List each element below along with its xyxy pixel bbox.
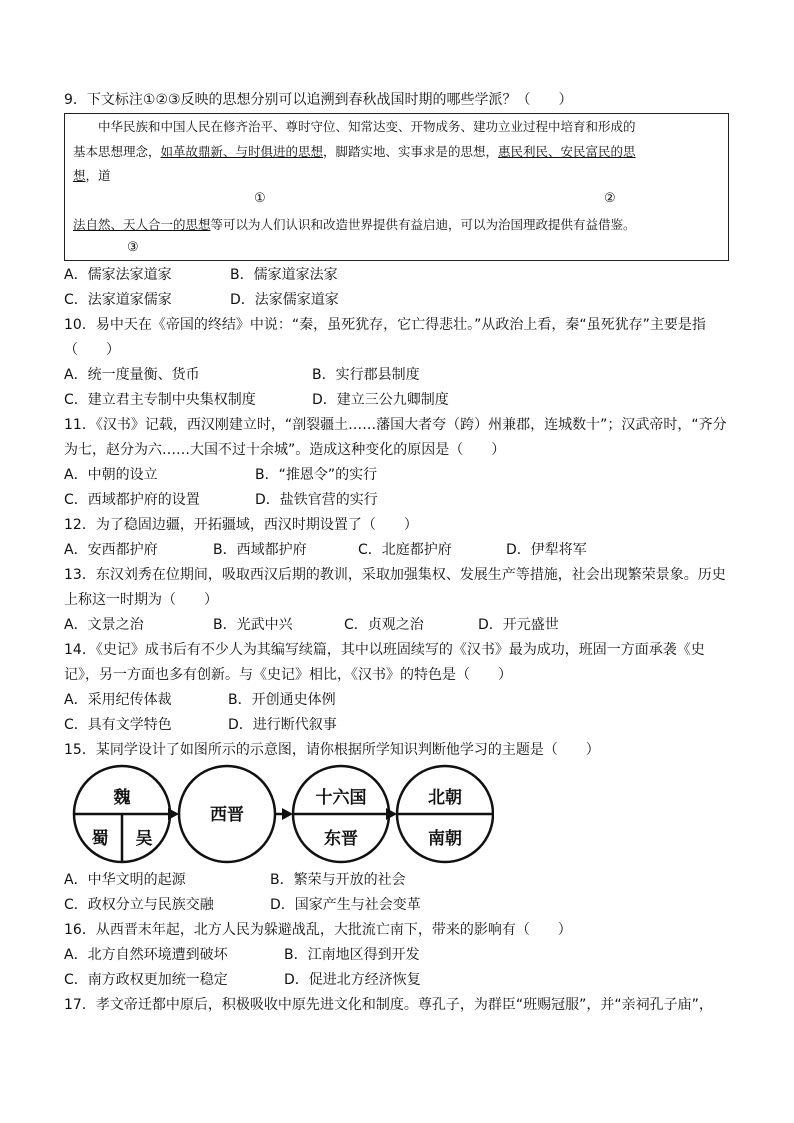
q12-option-b[interactable]: B．西域都护府 bbox=[213, 542, 307, 558]
q9-underlined-3: 法自然、天人合一的思想 bbox=[73, 217, 211, 232]
diagram-label-wu: 吴 bbox=[135, 829, 153, 849]
q15-option-a[interactable]: A．中华文明的起源 bbox=[64, 872, 186, 888]
q12-stem: 12．为了稳固边疆，开拓疆域，西汉时期设置了（ ） bbox=[64, 517, 418, 533]
q15-diagram bbox=[64, 764, 494, 864]
q9-box-line2-mid: ，脚踏实地、实事求是的思想， bbox=[323, 144, 499, 159]
q9-option-a[interactable]: A．儒家法家道家 bbox=[64, 267, 172, 283]
q17-stem: 17．孝文帝迁都中原后，积极吸收中原先进文化和制度。尊孔子，为群臣“班赐冠服”，并“亲祠孔子庙”， bbox=[64, 997, 713, 1013]
q10-stem-line2: （ ） bbox=[64, 342, 120, 358]
q16-option-d[interactable]: D．促进北方经济恢复 bbox=[284, 972, 421, 988]
q14-stem-line1: 14．《史记》成书后有不少人为其编写续篇，其中以班固续写的《汉书》最为成功，班固一方面承袭《史 bbox=[64, 642, 705, 658]
q10-option-a[interactable]: A．统一度量衡、货币 bbox=[64, 367, 200, 383]
q9-option-b[interactable]: B．儒家道家法家 bbox=[230, 267, 338, 283]
q11-option-c[interactable]: C．西域都护府的设置 bbox=[64, 492, 200, 508]
q13-option-b[interactable]: B．光武中兴 bbox=[213, 617, 293, 633]
q9-mark-1: ① bbox=[254, 191, 266, 206]
q15-stem: 15．某同学设计了如图所示的示意图，请你根据所学知识判断他学习的主题是（ ） bbox=[64, 742, 600, 758]
q9-mark-2: ② bbox=[604, 191, 616, 206]
diagram-label-shu: 蜀 bbox=[91, 829, 109, 849]
q11-option-b[interactable]: B．“推恩令”的实行 bbox=[255, 467, 378, 483]
q9-mark-3: ③ bbox=[127, 240, 139, 255]
q10-option-c[interactable]: C．建立君主专制中央集权制度 bbox=[64, 392, 256, 408]
q14-option-c[interactable]: C．具有文学特色 bbox=[64, 717, 172, 733]
q9-option-d[interactable]: D．法家儒家道家 bbox=[230, 292, 339, 308]
q14-stem-line2: 记》，另一方面也多有创新。与《史记》相比，《汉书》的特色是（ ） bbox=[64, 667, 512, 683]
diagram-label-nanchao: 南朝 bbox=[428, 829, 462, 849]
q11-stem-line2: 为七，赵分为六……大国不过十余城”。造成这种变化的原因是（ ） bbox=[64, 442, 506, 458]
diagram-label-wei: 魏 bbox=[113, 788, 131, 808]
q10-option-d[interactable]: D．建立三公九卿制度 bbox=[312, 392, 449, 408]
q9-box-line3 bbox=[73, 167, 111, 185]
q9-option-c[interactable]: C．法家道家儒家 bbox=[64, 292, 172, 308]
q16-stem: 16．从西晋末年起，北方人民为躲避战乱，大批流亡南下，带来的影响有（ ） bbox=[64, 922, 572, 938]
arrow-2 bbox=[282, 808, 293, 820]
q9-stem: 9．下文标注①②③反映的思想分别可以追溯到春秋战国时期的哪些学派？（ ） bbox=[64, 92, 573, 108]
diagram-label-beichao: 北朝 bbox=[428, 788, 462, 808]
q13-option-c[interactable]: C．贞观之治 bbox=[344, 617, 424, 633]
q9-box-line1: 中华民族和中国人民在修齐治平、尊时守位、知常达变、开物成务、建功立业过程中培育和形成的 bbox=[73, 119, 636, 134]
q11-option-d[interactable]: D．盐铁官营的实行 bbox=[255, 492, 378, 508]
q12-option-a[interactable]: A．安西都护府 bbox=[64, 542, 158, 558]
q13-stem-line1: 13．东汉刘秀在位期间，吸取西汉后期的教训，采取加强集权、发展生产等措施，社会出现繁荣景象。历史 bbox=[64, 567, 726, 583]
arrow-1 bbox=[168, 808, 179, 820]
q15-option-d[interactable]: D．国家产生与社会变革 bbox=[270, 897, 421, 913]
arrow-3 bbox=[386, 808, 397, 820]
q9-underlined-1: 如革故鼎新、与时俱进的思想 bbox=[160, 144, 324, 159]
q13-option-a[interactable]: A．文景之治 bbox=[64, 617, 144, 633]
q9-underlined-2b: 想 bbox=[73, 168, 86, 183]
q11-option-a[interactable]: A．中朝的设立 bbox=[64, 467, 158, 483]
q9-box-line2 bbox=[73, 143, 636, 161]
q15-option-b[interactable]: B．繁荣与开放的社会 bbox=[270, 872, 406, 888]
q11-stem-line1: 11．《汉书》记载，西汉刚建立时，“剖裂疆土……藩国大者夸（跨）州兼郡，连城数十”；汉武帝时，“齐分 bbox=[64, 417, 727, 433]
diagram-label-shiliuguo: 十六国 bbox=[315, 788, 367, 808]
q12-option-c[interactable]: C．北庭都护府 bbox=[358, 542, 452, 558]
q9-box-line3-post: ，道 bbox=[85, 168, 111, 183]
q13-option-d[interactable]: D．开元盛世 bbox=[478, 617, 559, 633]
q13-stem-line2: 上称这一时期为（ ） bbox=[64, 592, 218, 608]
q9-box-line4 bbox=[73, 216, 636, 234]
q9-box-line4-post: 等可以为人们认识和改造世界提供有益启迪，可以为治国理政提供有益借鉴。 bbox=[210, 217, 636, 232]
q10-option-b[interactable]: B．实行郡县制度 bbox=[312, 367, 420, 383]
q14-option-b[interactable]: B．开创通史体例 bbox=[228, 692, 336, 708]
q16-option-a[interactable]: A．北方自然环境遭到破坏 bbox=[64, 947, 228, 963]
q9-underlined-2a: 惠民利民、安民富民的思 bbox=[498, 144, 636, 159]
q9-quote-box bbox=[64, 113, 729, 261]
diagram-label-dongjin: 东晋 bbox=[324, 829, 358, 849]
q14-option-d[interactable]: D．进行断代叙事 bbox=[228, 717, 337, 733]
q15-option-c[interactable]: C．政权分立与民族交融 bbox=[64, 897, 214, 913]
q16-option-b[interactable]: B．江南地区得到开发 bbox=[284, 947, 420, 963]
diagram-label-xijin: 西晋 bbox=[210, 805, 244, 825]
q16-option-c[interactable]: C．南方政权更加统一稳定 bbox=[64, 972, 228, 988]
q14-option-a[interactable]: A．采用纪传体裁 bbox=[64, 692, 172, 708]
q12-option-d[interactable]: D．伊犁将军 bbox=[506, 542, 587, 558]
q9-box-line2-pre: 基本思想理念， bbox=[73, 144, 161, 159]
q10-stem-line1: 10．易中天在《帝国的终结》中说：“秦，虽死犹存，它亡得悲壮。”从政治上看，秦“虽死犹存”主要是指 bbox=[64, 317, 706, 333]
